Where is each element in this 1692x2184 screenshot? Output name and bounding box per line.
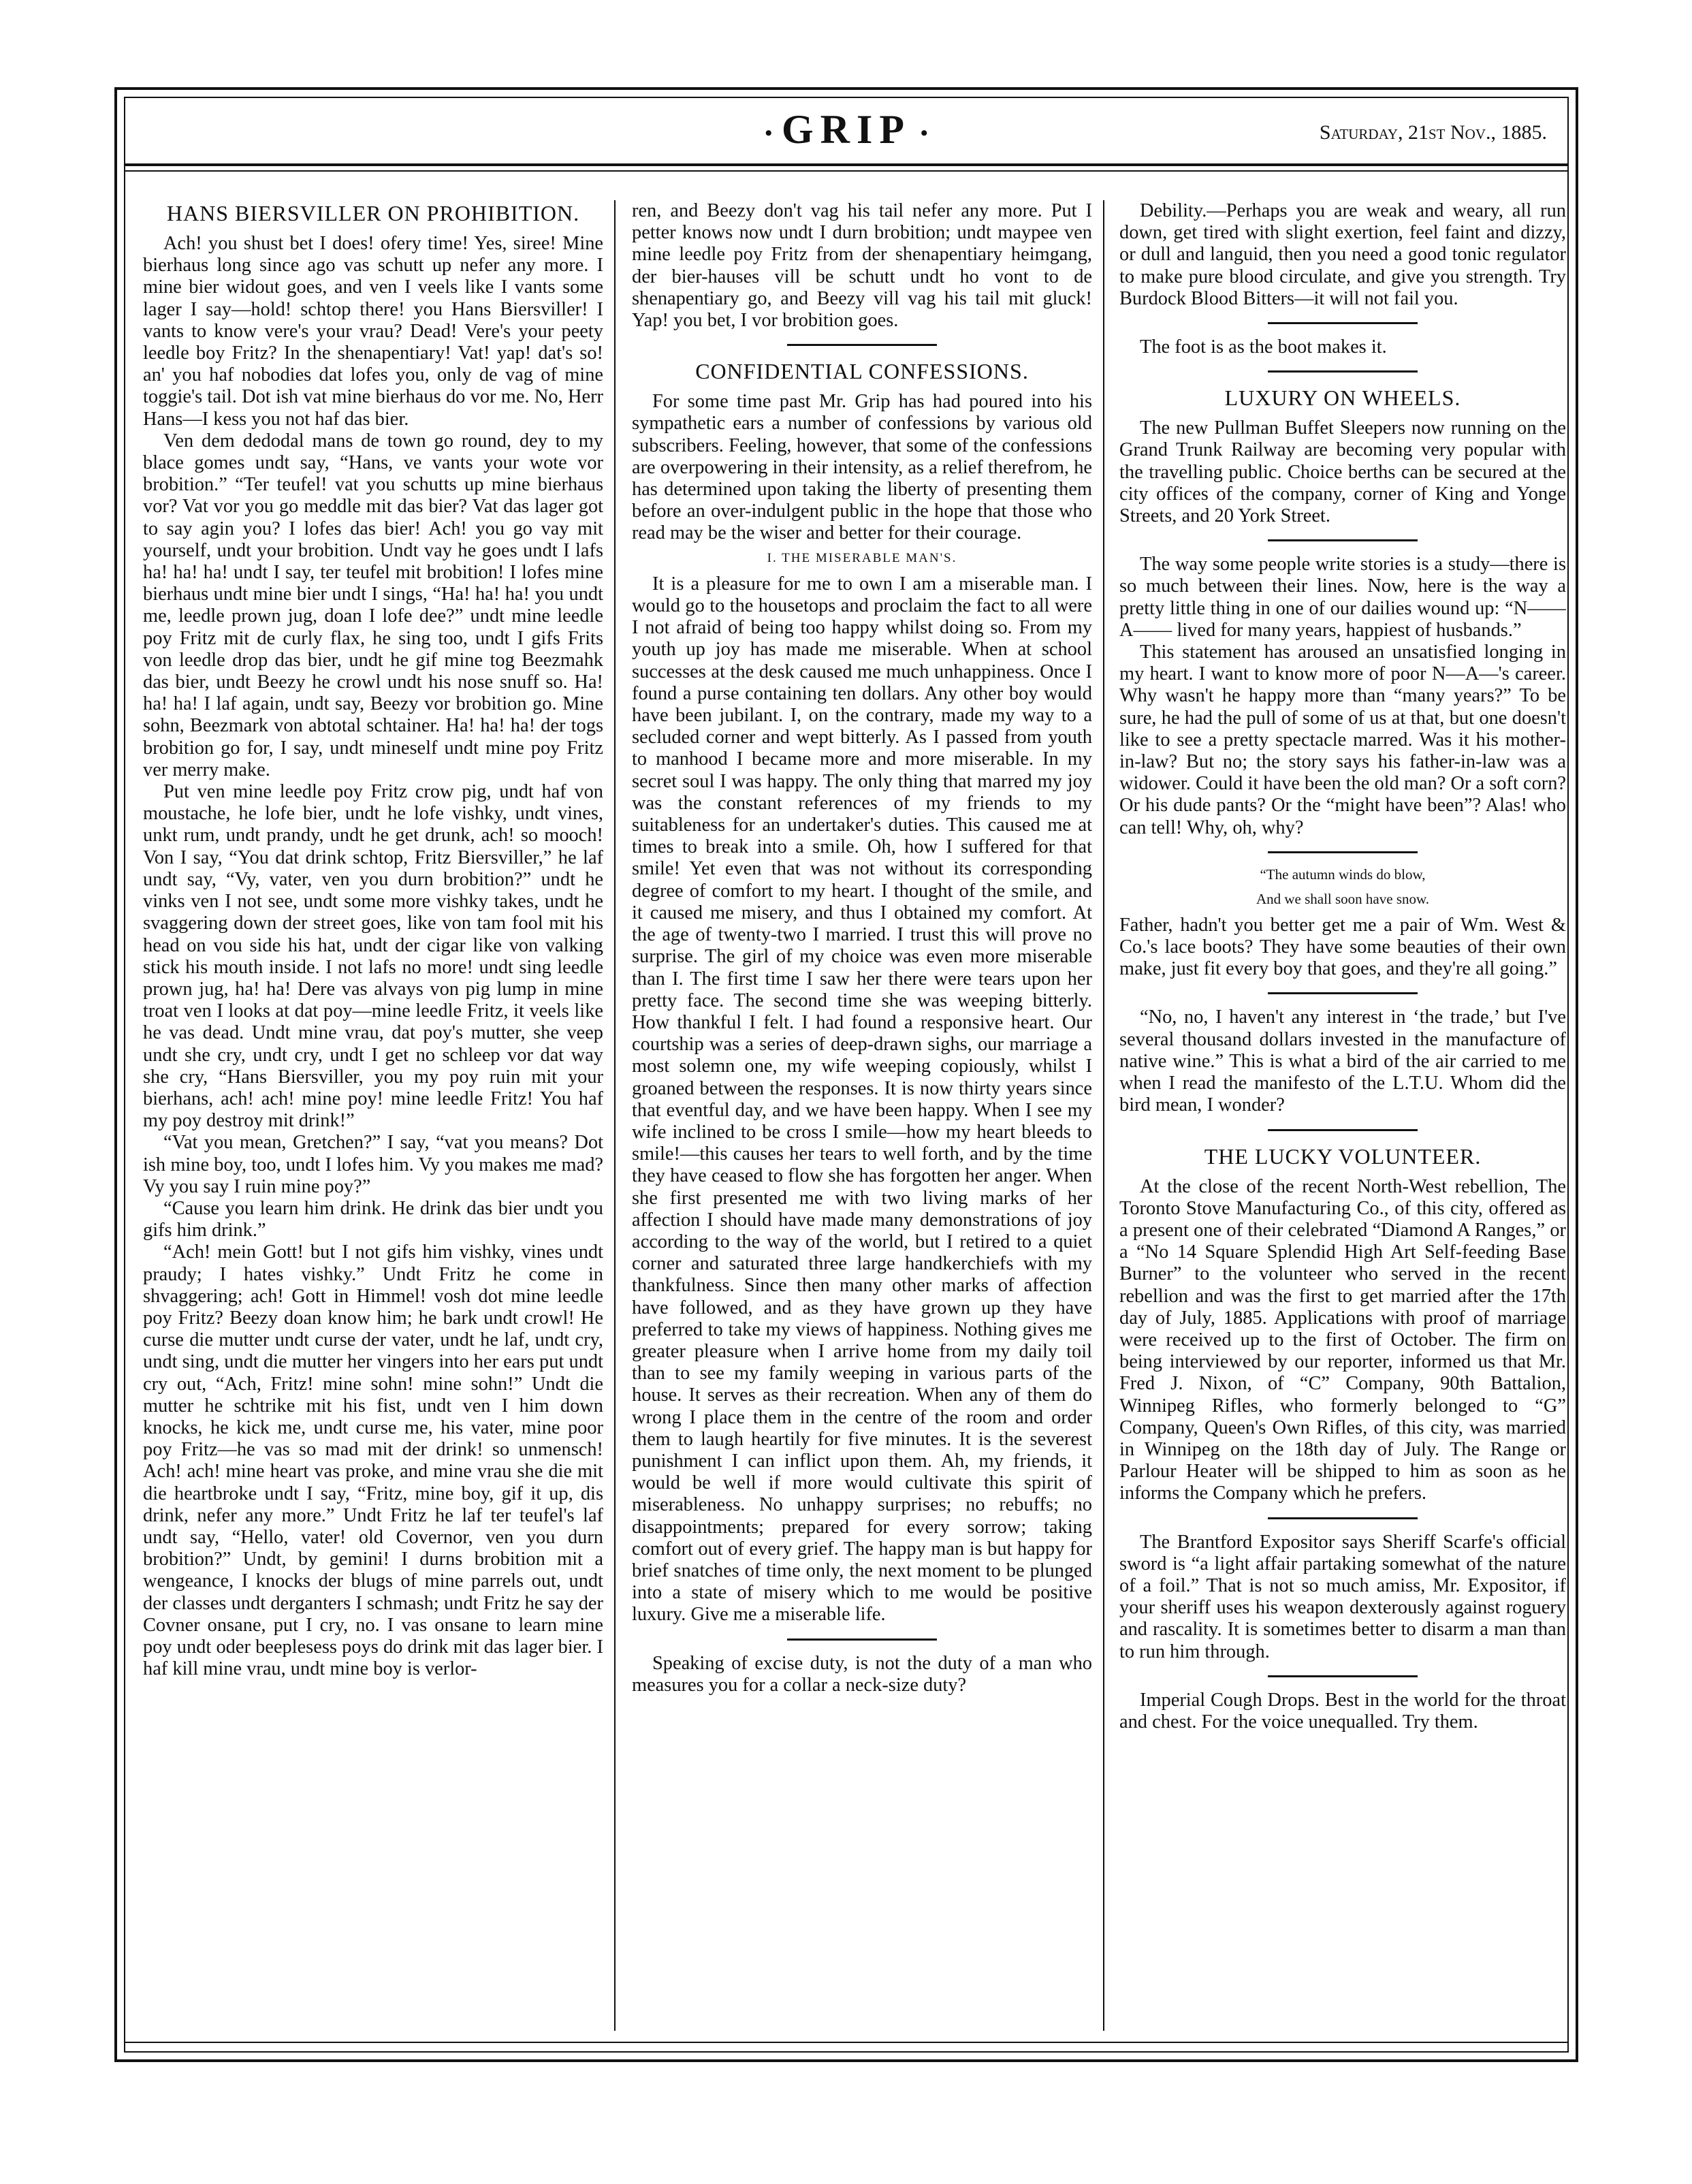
paragraph: “Ach! mein Gott! but I not gifs him vishky, vines undt praudy; I hates vishky.” Undt Fritz he come in shvaggering; ach! Gott in Himmel! vosh dot mine leedle poy Fritz? Beezy doan know him; he bark undt crowl! He curse die mutter undt curse der vater, undt he laf, undt cry, undt sing, undt die mutter her vingers into her ears put undt cry out, “Ach, Fritz! mine sohn! mine sohn!” Undt die mutter he schtrike mit his fist, undt ven I him down knocks, he kick me, undt curse me, his vater, mine poor poy Fritz—he vas so mad mit der drink! so unmensch! Ach! ach! mine heart vas proke, and mine vrau she die mit die heartbroke undt I say, “Fritz, mine boy, gif it up, dis drink, nefer any more.” Undt Fritz he laf ter teufel's laf undt say, “Hello, vater! old Covernor, ven you durn brobition?” Undt, by gemini! I durns brobition mit a wengeance, I knocks der blugs of mine parrels out, undt der classes undt derganters I schmash; undt Fritz he say der Covner onsane, put I cry, no. I vas onsane to learn mine poy undt oder beeplesess poys do drink mit das lager bier. I haf kill mine vrau, undt mine boy is verlor-	[143, 1241, 603, 1680]
column-divider	[614, 200, 616, 2031]
divider	[1268, 1129, 1418, 1131]
masthead-title: • GRIP •	[765, 107, 928, 152]
issue-date: Saturday, 21st Nov., 1885.	[1319, 121, 1547, 144]
paragraph: The new Pullman Buffet Sleepers now running on the Grand Trunk Railway are becoming very popular with the travelling public. Choice berths can be secured at the city offices of the company, corner of King and Yonge Streets, and 20 York Street.	[1119, 417, 1566, 527]
bullet-icon: •	[765, 122, 772, 145]
verse-line: And we shall soon have snow.	[1256, 890, 1430, 907]
divider	[787, 1639, 937, 1641]
divider	[1268, 992, 1418, 994]
sub-heading: I. THE MISERABLE MAN'S.	[767, 550, 957, 565]
masthead	[125, 98, 1567, 166]
article-heading: THE LUCKY VOLUNTEER.	[1204, 1143, 1482, 1169]
footer-rule	[125, 2042, 1567, 2043]
paragraph: Imperial Cough Drops. Best in the world for the throat and chest. For the voice unequalled. Try them.	[1119, 1689, 1566, 1732]
paragraph: ren, and Beezy don't vag his tail nefer any more. Put I petter knows now undt I durn brobition; undt maypee ven mine leedle poy Fritz from der shenapentiary heimgang, der bier-hauses vill be schutt undt ho vont to de shenapentiary go, and Beezy vill vag his tail mit gluck! Yap! you bet, I vor brobition goes.	[632, 200, 1092, 332]
divider	[1268, 1517, 1418, 1519]
paragraph: Ach! you shust bet I does! ofery time! Yes, siree! Mine bierhaus long since ago vas schutt up nefer any more. I mine bier widout goes, and ven I veels like I vants some lager I say—hold! schtop there! you Hans Biersviller! I vants to know vere's your vrau? Dead! Vere's your peety leedle boy Fritz? In the shenapentiary! Vat! yap! dat's so! an' you haf nobodies dat lofes you, only de vag of mine toggie's tail. Dot ish vat mine bierhaus do vor me. No, Herr Hans—I kess you not haf das bier.	[143, 233, 603, 430]
divider	[1268, 322, 1418, 324]
paragraph: The foot is as the boot makes it.	[1140, 336, 1387, 358]
paragraph: “Vat you mean, Gretchen?” I say, “vat you means? Dot ish mine boy, too, undt I lofes him. Vy you makes me mad? Vy you say I ruin mine poy?”	[143, 1132, 603, 1197]
article-heading: HANS BIERSVILLER ON PROHIBITION.	[166, 201, 580, 225]
paragraph: “No, no, I haven't any interest in ‘the trade,’ but I've several thousand dollars invested in the manufacture of native wine.” This is what a bird of the air carried to me when I read the manifesto of the L.T.U. Whom did the bird mean, I wonder?	[1119, 1007, 1566, 1116]
paragraph: Put ven mine leedle poy Fritz crow pig, undt haf von moustache, he lofe bier, undt he lofe vishky, undt vines, unkt rum, undt prandy, undt he get drunk, ach! so mooch! Von I say, “You dat drink schtop, Fritz Biersviller,” he laf undt say, “Vy, vater, ven you durn brobition?” undt he vinks ven I not see, undt some more vishky takes, undt he svaggering down der street goes, like von tam fool mit his head on vou side his hat, undt der cigar like von valking stick his mouth inside. I not lafs no more! undt sing leedle prown jug, ha! ha! Dere vas alvays von pig lump in mine troat ven I looks at dat poy—mine leedle Fritz, it veels like he vas dead. Undt mine vrau, dat poy's mutter, she veep undt she cry, undt cry, undt I get no schleep vor dat way she cry, “Hans Biersviller, you my poy ruin mit your bierhans, ach! ach! mine poy! mine leedle Fritz! You haf my poy destroy mit drink!”	[143, 781, 603, 1132]
column-3	[1119, 200, 1566, 2027]
paragraph: Ven dem dedodal mans de town go round, dey to my blace gomes undt say, “Hans, ve vants your wote vor brobition.” “Ter teufel! vat you schutts up mine bierhaus vor? Vat vor you go meddle mit das bier? Vat das lager got to say agin you? I lofes das bier! Ach! you go vay mit yourself, undt your brobition. Undt vay he goes undt I lafs ha! ha! ha! undt I say, ter teufel mit brobition! I lofes mine bierhaus undt mine bier undt I sings, “Ha! ha! ha! you undt me, leedle prown jug, doan I lofe dee?” undt mine leedle poy Fritz mit de curly flax, he sing too, undt I gifs Frits von leedle drop das bier, undt he gif mine tog Beezmahk das bier, undt Beezy he crowl undt his nose snuff so. Ha! ha! ha! I laf again, undt say, Beezy vor brobition go. Mine sohn, Beezmark von abtotal schtainer. Ha! ha! ha! der togs brobition go for, I say, undt mineself undt mine poy Fritz ver merry make.	[143, 430, 603, 780]
paragraph: Debility.—Perhaps you are weak and weary, all run down, get tired with slight exertion, feel faint and dizzy, or dull and languid, then you need a good tonic regulator to make pure blood circulate, and give you strength. Try Burdock Blood Bitters—it will not fail you.	[1119, 200, 1566, 309]
column-2	[632, 200, 1092, 2027]
bullet-icon: •	[921, 122, 928, 145]
article-heading: LUXURY ON WHEELS.	[1224, 385, 1461, 411]
paragraph: For some time past Mr. Grip has had poured into his sympathetic ears a number of confessions by various old subscribers. Feeling, however, that some of the confessions are overpowering in their intensity, as a relief therefrom, he has determined upon taking the liberty of presenting them before an over-indulgent public in the hope that those who read may be the wiser and better for their courage.	[632, 391, 1092, 544]
article-heading: CONFIDENTIAL CONFESSIONS.	[695, 359, 1029, 384]
divider	[1268, 851, 1418, 853]
paragraph: At the close of the recent North-West rebellion, The Toronto Stove Manufacturing Co., of this city, offered as a present one of their celebrated “Diamond A Ranges,” or a “No 14 Square Splendid High Art Self-feeding Base Burner” to the volunteer who served in the recent rebellion and was the first to get married after the 17th day of July, 1885. Applications with proof of marriage were received up to the first of October. The firm on being interviewed by our reporter, informed us that Mr. Fred J. Nixon, of “C” Company, 90th Battalion, Winnipeg Rifles, who formerly belonged to “G” Company, Queen's Own Rifles, of this city, was married in Winnipeg on the 18th day of July. The Range or Parlour Heater will be shipped to him as soon as he informs the Company which he prefers.	[1119, 1175, 1566, 1504]
paragraph: This statement has aroused an unsatisfied longing in my heart. I want to know more of poor N—A—'s career. Why wasn't he happy more than “many years?” To be sure, he had the pull of some of us at that, but one doesn't like to see a pretty spectacle marred. Was it his mother-in-law? But no; the story says his father-in-law was a widower. Could it have been the old man? Or a soft corn? Or his dude pants? Or the “might have been”? Alas! who can tell! Why, oh, why?	[1119, 642, 1566, 838]
paragraph: Speaking of excise duty, is not the duty of a man who measures you for a collar a neck-size duty?	[632, 1652, 1092, 1696]
column-1	[143, 200, 603, 2027]
page-frame	[124, 97, 1569, 2053]
paragraph: “Cause you learn him drink. He drink das bier undt you gifs him drink.”	[143, 1197, 603, 1241]
paragraph: It is a pleasure for me to own I am a miserable man. I would go to the housetops and proclaim the fact to all were I not afraid of being too happy whilst doing so. From my youth up joy has made me miserable. When at school successes at the desk caused me much unhappiness. Once I found a purse containing ten dollars. Any other boy would have been jubilant. I, on the contrary, made my way to a secluded corner and wept bitterly. As I passed from youth to manhood I became more and more miserable. In my secret soul I was happy. The only thing that marred my joy was the constant references of my friends to my suitableness for an undertaker's duties. This caused me at times to break into a smile. Oh, how I suffered for that smile! Yet even that was not without its corresponding degree of comfort to my heart. I thought of the smile, and it caused me misery, and thus I obtained my comfort. At the age of twenty-two I married. I trust this will prove no surprise. The girl of my choice was even more miserable than I. The first time I saw her there were tears upon her pretty face. The second time she was weeping bitterly. How thankful I felt. I had found a responsive heart. Our courtship was a series of deep-drawn sighs, our marriage a most solemn one, my wife weeping copiously, whilst I groaned between the responses. It is now thirty years since that eventful day, and we have been happy. When I see my wife inclined to be cross I smile—how my heart bleeds to smile!—this causes her tears to well forth, and by the time they have ceased to flow she has forgotten her anger. When she first presented me with two living marks of her affection I should have made many demonstrations of joy according to the way of the world, but I retired to a quiet corner and saturated three large handkerchiefs with my thankfulness. Since then many other marks of affection have followed, and as they have grown up they have preferred to take my views of happiness. Nothing gives me greater pleasure when I arrive home from my daily toil than to see my family weeping in various parts of the house. It serves as their recreation. When any of them do wrong I place them in the centre of the room and order them to laugh heartily for five minutes. It is the severest punishment I can inflict upon them. Ah, my friends, it would be well if more would cultivate this spirit of miserableness. No unhappy surprises; no rebuffs; no disappointments; prepared for every sorrow; taking comfort out of every grief. The happy man is but happy for brief snatches of time only, the next moment to be plunged into a state of misery which to me would be positive luxury. Give me a miserable life.	[632, 573, 1092, 1626]
divider	[1268, 539, 1418, 541]
paragraph: The way some people write stories is a study—there is so much between their lines. Now, here is the way a pretty little thing in one of our dailies wound up: “N——A—— lived for many years, happiest of husbands.”	[1119, 554, 1566, 641]
paragraph: The Brantford Expositor says Sheriff Scarfe's official sword is “a light affair partaking somewhat of the nature of a foil.” That is not so much amiss, Mr. Expositor, if your sheriff uses his weapon dexterously against roguery and rascality. It is sometimes better to disarm a man than to run him through.	[1119, 1531, 1566, 1662]
newspaper-page	[114, 87, 1578, 2062]
header-divider	[125, 170, 1567, 172]
divider	[787, 344, 937, 346]
verse-line: “The autumn winds do blow,	[1260, 866, 1426, 883]
paragraph: Father, hadn't you better get me a pair of Wm. West & Co.'s lace boots? They have some beauties of their own make, just fit every boy that goes, and they're all going.”	[1119, 914, 1566, 980]
column-divider	[1103, 200, 1104, 2031]
divider	[1268, 370, 1418, 373]
divider	[1268, 1675, 1418, 1677]
